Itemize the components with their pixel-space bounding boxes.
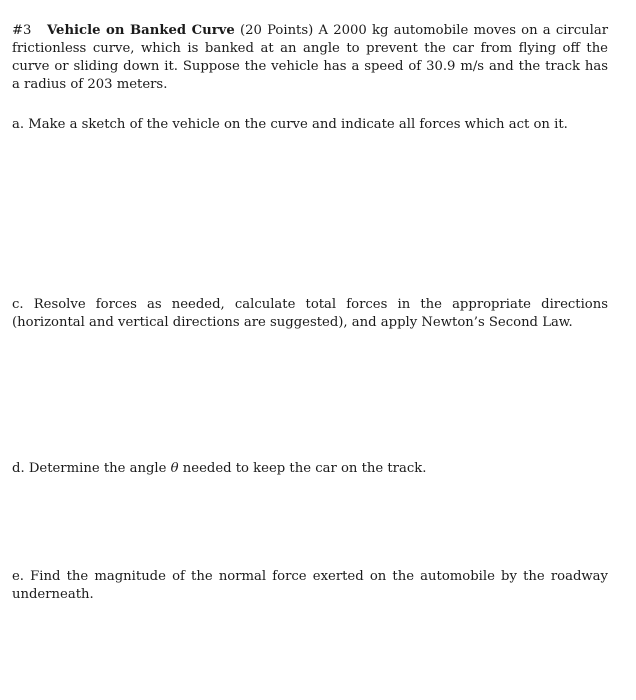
- part-d-text-after: needed to keep the car on the track.: [178, 461, 427, 476]
- problem-title: Vehicle on Banked Curve: [47, 23, 235, 38]
- part-d: [12, 460, 608, 478]
- problem-number: #3: [12, 23, 32, 38]
- problem-statement: [12, 22, 608, 94]
- problem-text: A 2000 kg automobile moves on a circular frictionless curve, which is banked at an angle to prevent the car from flying off the curve or sliding down it. Suppose the vehicle has a speed of 30.9 m/s and the track has a radius of 203 meters.: [12, 23, 608, 92]
- part-a: a. Make a sketch of the vehicle on the curve and indicate all forces which act on it.: [12, 117, 568, 132]
- part-c: c. Resolve forces as needed, calculate total forces in the appropriate directions (horizontal and vertical directions are suggested), and apply Newton’s Second Law.: [12, 297, 608, 330]
- part-d-text-before: d. Determine the angle: [12, 461, 171, 476]
- problem-points: (20 Points): [239, 23, 314, 38]
- part-e: e. Find the magnitude of the normal force exerted on the automobile by the roadway underneath.: [12, 569, 608, 602]
- theta-symbol: θ: [170, 461, 179, 476]
